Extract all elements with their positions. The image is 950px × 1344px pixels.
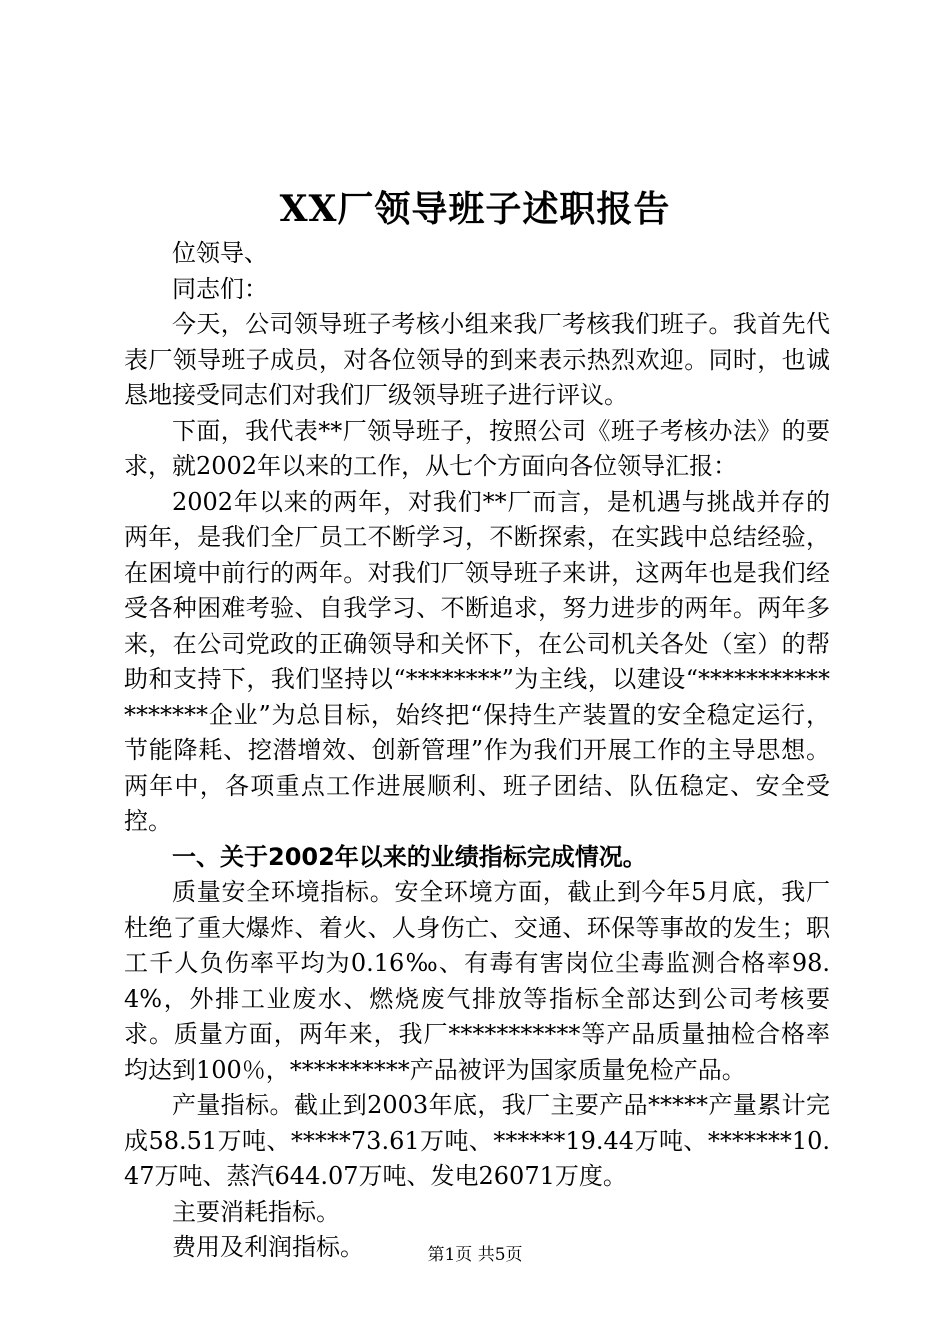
cost-profit-paragraph: 费用及利润指标。	[172, 1233, 364, 1261]
salutation-comrades: 同志们：	[172, 274, 268, 303]
document-body	[124, 236, 830, 1266]
quality-safety-paragraph: 质量安全环境指标。安全环境方面，截止到今年5月底，我厂杜绝了重大爆炸、着火、人身伤亡、交通、环保等事故的发生；职工千人负伤率平均为0.16‰、有毒有害岗位尘毒监测合格率98.4%，外排工业废水、燃烧废气排放等指标全部达到公司考核要求。质量方面，两年来，我厂***********等产品质量抽检合格率均达到100％，**********产品被评为国家质量免检产品。	[124, 878, 830, 1084]
section-heading: 一、关于2002年以来的业绩指标完成情况。	[172, 842, 647, 871]
document-title: XX厂领导班子述职报告	[279, 188, 671, 230]
report-outline-paragraph: 下面，我代表**厂领导班子，按照公司《班子考核办法》的要求，就2002年以来的工作，从七个方面向各位领导汇报：	[124, 416, 830, 480]
consumption-paragraph: 主要消耗指标。	[172, 1197, 340, 1226]
output-paragraph: 产量指标。截止到2003年底，我厂主要产品*****产量累计完成58.51万吨、*****73.61万吨、******19.44万吨、*******10.47万吨、蒸汽644.07万吨、发电26071万度。	[124, 1091, 830, 1190]
page-footer: 第1页 共5页	[427, 1245, 523, 1265]
overview-paragraph: 2002年以来的两年，对我们**厂而言，是机遇与挑战并存的两年，是我们全厂员工不断学习，不断探索，在实践中总结经验，在困境中前行的两年。对我们厂领导班子来讲，这两年也是我们经受各种困难考验、自我学习、不断追求，努力进步的两年。两年多来，在公司党政的正确领导和关怀下，在公司机关各处（室）的帮助和支持下，我们坚持以“********”为主线，以建设“******************企业”为总目标，始终把“保持生产装置的安全稳定运行，节能降耗、挖潜增效、创新管理”作为我们开展工作的主导思想。两年中，各项重点工作进展顺利、班子团结、队伍稳定、安全受控。	[124, 487, 830, 835]
salutation-leaders: 位领导、	[172, 239, 268, 267]
intro-paragraph: 今天，公司领导班子考核小组来我厂考核我们班子。我首先代表厂领导班子成员，对各位领导的到来表示热烈欢迎。同时，也诚恳地接受同志们对我们厂级领导班子进行评议。	[124, 310, 830, 409]
